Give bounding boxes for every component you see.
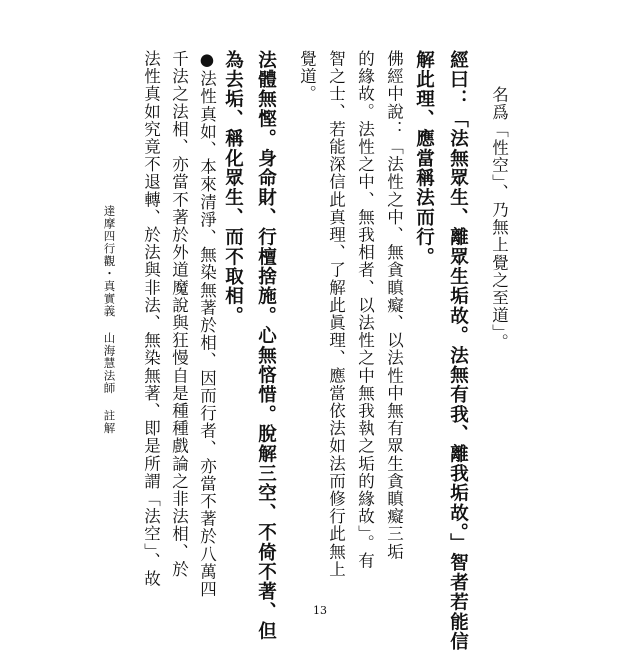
text-column-10: ●法性真如、本來清淨、無染無著於相、因而行者、亦當不著於八萬四 [197,50,217,599]
text-column-12: 法性真如究竟不退轉、於法與非法、無染無著、即是所謂「法空」、故 [141,50,161,588]
sutra-quote-line-4: 為去垢、稱化眾生、而不取相。 [222,50,244,326]
text-column-4: 佛經中說：「法性之中、無貪瞋癡、以法性中無有眾生貪瞋癡三垢 [384,50,404,561]
page-number: 13 [313,604,327,617]
sutra-quote-line-2: 解此理、應當稱法而行。 [413,50,435,267]
text-column-1: 名爲「性空」、乃無上覺之至道」。 [489,86,509,352]
sutra-quote-line-3: 法體無慳。身命財、行檀捨施。心無悋惜。脫解三空、不倚不著、但 [255,50,277,641]
text-column-5: 的緣故。法性之中、無我相者、以法性之中無我執之垢的緣故」。有 [355,50,375,570]
sutra-quote-line-1: 經曰：「法無眾生、離眾生垢故。法無有我、離我垢故。」智者若能信 [447,50,469,651]
text-column-11: 千法之法相、亦當不著於外道魔說與狂慢自是種種戲論之非法相、於 [169,50,189,578]
text-column-6: 智之士、若能深信此真理、了解此眞理、應當依法如法而修行此無上 [326,50,346,578]
text-column-7: 覺道。 [297,50,317,103]
running-header-book-title: 達摩四行觀・真實義 [102,205,117,318]
running-header-author: 山海慧法師 註解 [102,332,117,435]
